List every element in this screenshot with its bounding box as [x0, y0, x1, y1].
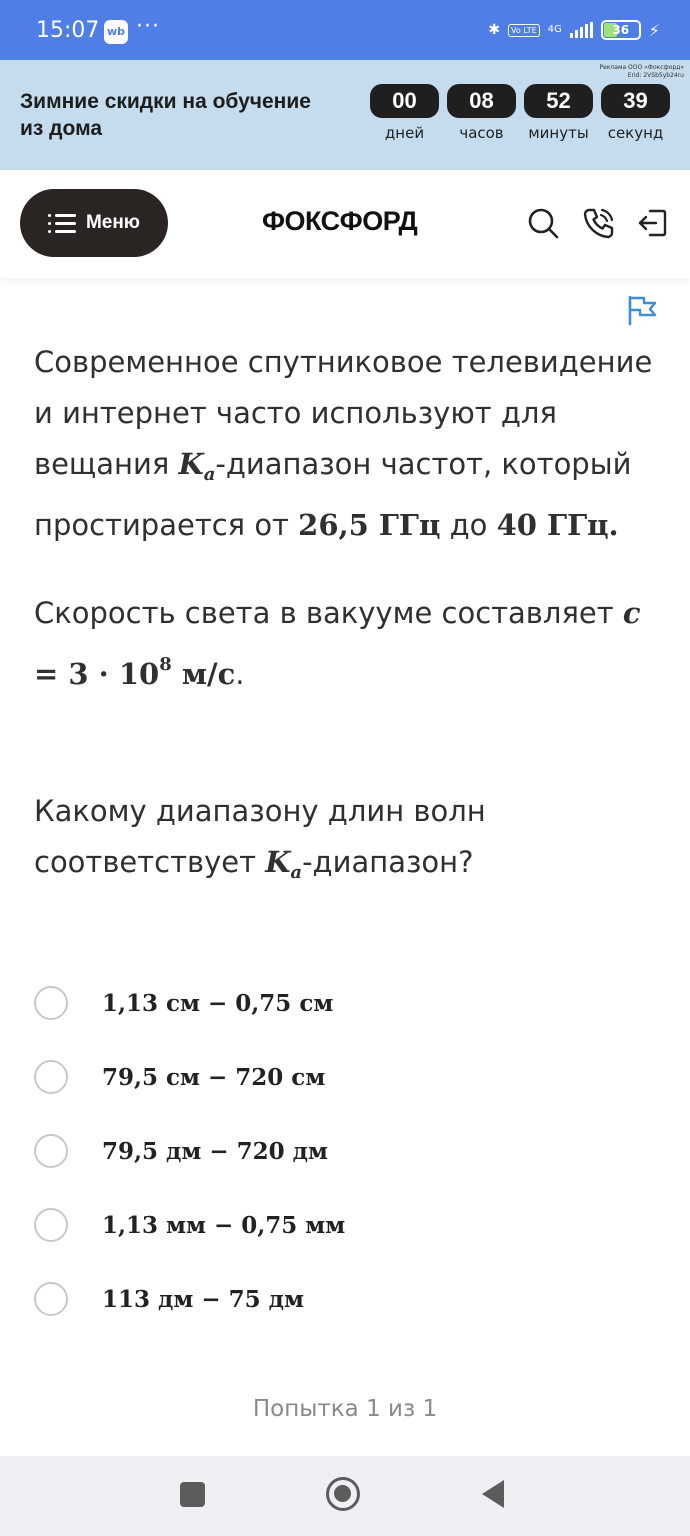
attempt-counter: Попытка 1 из 1: [252, 1396, 438, 1422]
more-notifications-icon: ···: [136, 14, 160, 39]
math-var: K: [265, 845, 291, 879]
charging-icon: ⚡: [648, 20, 660, 40]
menu-label: Меню: [85, 212, 141, 233]
math-subscript: a: [203, 464, 216, 485]
timer-seconds: [601, 84, 670, 142]
answer-option[interactable]: [34, 1188, 654, 1262]
search-icon[interactable]: [526, 206, 560, 240]
timer-value: 08: [447, 84, 516, 118]
math-symbol: [265, 845, 303, 883]
radio-button[interactable]: [34, 1208, 68, 1242]
answer-label: 79,5 дм − 720 дм: [102, 1137, 328, 1165]
math-exponent: 8: [159, 654, 172, 675]
report-flag-icon[interactable]: [626, 294, 658, 326]
timer-label: минуты: [528, 124, 589, 142]
question-text: Современное спутниковое телевидение и интернет часто используют для вещания: [34, 345, 653, 481]
site-logo[interactable]: ФОКСФОРД: [262, 206, 418, 236]
timer-value: 39: [601, 84, 670, 118]
promo-title: Зимние скидки на обучение из дома: [20, 90, 311, 140]
ad-notice: [600, 64, 685, 80]
answer-option[interactable]: [34, 1040, 654, 1114]
question-paragraph-3: [34, 786, 664, 898]
timer-label: секунд: [607, 124, 664, 142]
answer-option[interactable]: [34, 1114, 654, 1188]
promo-banner[interactable]: [0, 60, 690, 170]
punctuation: .: [608, 508, 619, 542]
signal-icon: [570, 22, 593, 38]
battery-icon: [601, 20, 641, 40]
radio-button[interactable]: [34, 986, 68, 1020]
math-var: c: [622, 596, 641, 630]
timer-value: 52: [524, 84, 593, 118]
answer-label: 113 дм − 75 дм: [102, 1285, 304, 1313]
question-text: Какому диапазону длин волн соответствует: [34, 794, 486, 879]
radio-button[interactable]: [34, 1134, 68, 1168]
status-time: 15:07: [36, 18, 100, 43]
math-symbol: [178, 447, 216, 485]
question-paragraph-2: [34, 588, 664, 700]
question-text: до: [440, 508, 497, 542]
ad-erid: Erid: 2VSb5yb24ru: [627, 72, 684, 79]
math-unit: м/с: [171, 657, 236, 691]
punctuation: .: [235, 657, 245, 691]
system-nav-bar: [0, 1456, 690, 1536]
frequency-high: 40 ГГц: [496, 508, 609, 542]
timer-value: 00: [370, 84, 439, 118]
answer-label: 79,5 см − 720 см: [102, 1063, 326, 1091]
timer-hours: [447, 84, 516, 142]
timer-label: дней: [384, 124, 425, 142]
phone-icon[interactable]: [582, 206, 616, 240]
answer-label: 1,13 мм − 0,75 мм: [102, 1211, 346, 1239]
menu-icon: [48, 213, 76, 233]
network-type-icon: 4G: [547, 24, 562, 35]
volte-icon: Vo LTE: [508, 24, 540, 37]
back-button[interactable]: [482, 1480, 504, 1508]
answer-options: [34, 966, 654, 1336]
question-text: Скорость света в вакууме составляет: [34, 596, 623, 630]
question-text: -диапазон?: [302, 845, 474, 879]
ad-notice-line: Реклама ООО «Фоксфорд»: [599, 64, 684, 71]
status-bar: [0, 0, 690, 60]
site-header: [0, 170, 690, 278]
login-icon[interactable]: [636, 206, 670, 240]
menu-button[interactable]: [20, 189, 168, 257]
math-var: K: [178, 447, 204, 481]
battery-level: 36: [612, 23, 630, 37]
timer-minutes: [524, 84, 593, 142]
recent-apps-button[interactable]: [180, 1482, 205, 1507]
question-paragraph-1: [34, 337, 664, 551]
bluetooth-icon: ✱: [488, 22, 501, 38]
answer-option[interactable]: [34, 966, 654, 1040]
answer-option[interactable]: [34, 1262, 654, 1336]
radio-button[interactable]: [34, 1282, 68, 1316]
math-subscript: a: [290, 862, 303, 883]
math-expression: = 3 · 10: [34, 657, 160, 691]
wb-app-icon: wb: [104, 20, 128, 44]
timer-days: [370, 84, 439, 142]
radio-button[interactable]: [34, 1060, 68, 1094]
question-text: -диапазон частот, который простирается от: [34, 447, 632, 542]
countdown-timer: [370, 84, 670, 142]
answer-label: 1,13 см − 0,75 см: [102, 989, 334, 1017]
frequency-low: 26,5 ГГц: [298, 508, 441, 542]
home-button[interactable]: [326, 1477, 360, 1511]
status-indicators: [488, 20, 660, 40]
timer-label: часов: [459, 124, 504, 142]
